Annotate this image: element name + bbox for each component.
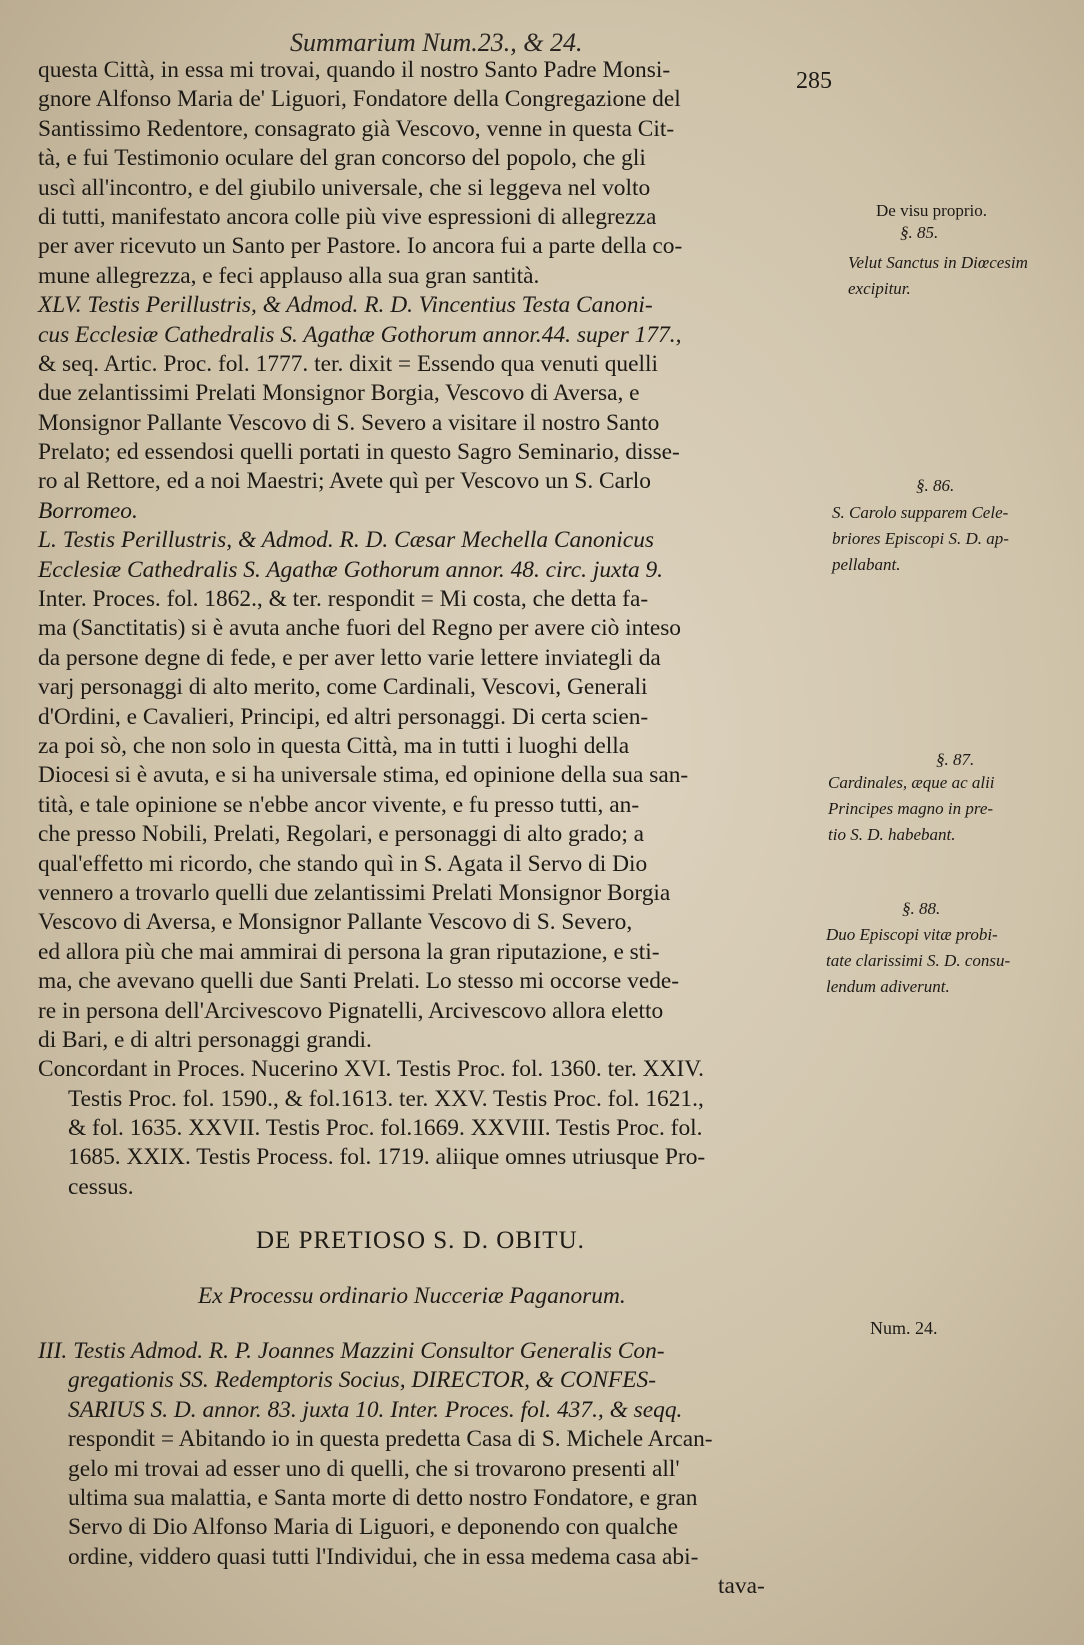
- margin-note-de-visu: De visu proprio.: [876, 201, 987, 220]
- text-line: per aver ricevuto un Santo per Pastore. Io ancora fui a parte della co-: [38, 233, 683, 260]
- text-line: za poi sò, che non solo in questa Città, ma in tutti i luoghi della: [38, 732, 630, 759]
- text-line: varj personaggi di alto merito, come Cardinali, Vescovi, Generali: [38, 674, 648, 701]
- text-line: questa Città, in essa mi trovai, quando il nostro Santo Padre Monsi-: [38, 57, 671, 83]
- text-line: tà, e fui Testimonio oculare del gran concorso del popolo, che gli: [38, 145, 646, 172]
- text-line: di tutti, manifestato ancora colle più vive espressioni di allegrezza: [38, 203, 657, 230]
- text-line: uscì all'incontro, e del giubilo universale, che si leggeva nel volto: [38, 174, 651, 201]
- testimony-iii-line: III. Testis Admod. R. P. Joannes Mazzini Consultor Generalis Con-: [38, 1338, 665, 1365]
- text-line: SARIUS S. D. annor. 83. juxta 10. Inter. Proces. fol. 437., & seqq.: [68, 1396, 683, 1423]
- text-line: ordine, viddero quasi tutti l'Individui, che in essa medema casa abi-: [68, 1543, 699, 1570]
- text-line: Santissimo Redentore, consagrato già Vescovo, venne in questa Cit-: [38, 115, 675, 142]
- margin-note-duo-episcopi: [826, 922, 1036, 1000]
- running-title: Summarium Num.23., & 24.: [290, 28, 583, 57]
- text-line: di Bari, e di altri personaggi grandi.: [38, 1026, 372, 1053]
- page-number: 285: [796, 68, 832, 94]
- text-line: Prelato; ed essendosi quelli portati in questo Sagro Seminario, disse-: [38, 439, 680, 466]
- margin-note-carolo: [832, 500, 1052, 578]
- text-line: Vescovo di Aversa, e Monsignor Pallante Vescovo di S. Severo,: [38, 909, 633, 936]
- margin-note-line: Cardinales, æque ac alii: [828, 773, 995, 792]
- text-line: qual'effetto mi ricordo, che stando quì in S. Agata il Servo di Dio: [38, 850, 648, 877]
- text-line: 1685. XXIX. Testis Process. fol. 1719. aliique omnes utriusque Pro-: [68, 1144, 706, 1171]
- margin-note-cardinales: [828, 770, 1038, 848]
- margin-note-line: Velut Sanctus in Diœcesim: [848, 253, 1028, 272]
- text-line: Borromeo.: [38, 497, 138, 524]
- text-line: due zelantissimi Prelati Monsignor Borgia, Vescovo di Aversa, e: [38, 380, 640, 407]
- text-line: cus Ecclesiæ Cathedralis S. Agathæ Gothorum annor.44. super 177.,: [38, 321, 682, 348]
- testimony-l-line: L. Testis Perillustris, & Admod. R. D. Cæsar Mechella Canonicus: [38, 527, 654, 554]
- text-line: cessus.: [68, 1173, 134, 1200]
- section-heading: DE PRETIOSO S. D. OBITU.: [256, 1227, 585, 1255]
- text-line: Servo di Dio Alfonso Maria di Liguori, e deponendo con qualche: [68, 1514, 678, 1541]
- text-line: gnore Alfonso Maria de' Liguori, Fondatore della Congregazione del: [38, 86, 681, 113]
- text-line: vennero a trovarlo quelli due zelantissimi Prelati Monsignor Borgia: [38, 879, 671, 906]
- margin-note-velut: [848, 250, 1058, 302]
- text-line: re in persona dell'Arcivescovo Pignatelli, Arcivescovo allora eletto: [38, 997, 664, 1024]
- text-line: ma, che avevano quelli due Santi Prelati. Lo stesso mi occorse vede-: [38, 968, 680, 995]
- margin-section-88: §. 88.: [902, 899, 941, 918]
- testimony-xlv-line: XLV. Testis Perillustris, & Admod. R. D. Vincentius Testa Canoni-: [38, 292, 653, 319]
- main-text-column: [38, 56, 838, 1602]
- text-line: tità, e tale opinione se n'ebbe ancor vivente, e fu presso tutti, an-: [38, 791, 640, 818]
- text-line: & seq. Artic. Proc. fol. 1777. ter. dixit = Essendo qua venuti quelli: [38, 350, 658, 377]
- text-line: Monsignor Pallante Vescovo di S. Severo a visitare il nostro Santo: [38, 409, 660, 436]
- text-line: che presso Nobili, Prelati, Regolari, e personaggi di alto grado; a: [38, 821, 645, 848]
- margin-note-line: Duo Episcopi vitæ probi-: [826, 925, 998, 944]
- text-line: mune allegrezza, e feci applauso alla sua gran santità.: [38, 262, 540, 289]
- margin-note-line: tio S. D. habebant.: [828, 825, 956, 844]
- section-subheading: Ex Processu ordinario Nucceriæ Paganorum.: [198, 1282, 626, 1309]
- margin-note-line: lendum adiverunt.: [826, 977, 950, 996]
- margin-section-86: §. 86.: [916, 476, 955, 495]
- text-line: ultima sua malattia, e Santa morte di detto nostro Fondatore, e gran: [68, 1484, 698, 1511]
- text-line: Testis Proc. fol. 1590., & fol.1613. ter. XXV. Testis Proc. fol. 1621.,: [68, 1085, 704, 1112]
- margin-note-line: tate clarissimi S. D. consu-: [826, 951, 1011, 970]
- text-line: Diocesi si è avuta, e si ha universale stima, ed opinione della sua san-: [38, 762, 689, 789]
- concordant-line: Concordant in Proces. Nucerino XVI. Testis Proc. fol. 1360. ter. XXIV.: [38, 1056, 704, 1083]
- text-line: & fol. 1635. XXVII. Testis Proc. fol.1669. XXVIII. Testis Proc. fol.: [68, 1115, 703, 1142]
- margin-number-24: Num. 24.: [870, 1318, 938, 1338]
- catchword: tava-: [718, 1573, 765, 1600]
- text-line: ma (Sanctitatis) si è avuta anche fuori del Regno per avere ciò inteso: [38, 615, 682, 642]
- text-line: Ecclesiæ Cathedralis S. Agathæ Gothorum annor. 48. circ. juxta 9.: [38, 556, 664, 583]
- text-line: ro al Rettore, ed a noi Maestri; Avete quì per Vescovo un S. Carlo: [38, 468, 651, 495]
- margin-section-85: §. 85.: [900, 223, 939, 242]
- margin-section-87: §. 87.: [936, 750, 975, 769]
- margin-note-line: S. Carolo supparem Cele-: [832, 503, 1009, 522]
- margin-note-line: Principes magno in pre-: [828, 799, 994, 818]
- text-line: da persone degne di fede, e per aver letto varie lettere inviategli da: [38, 644, 661, 671]
- margin-note-line: pellabant.: [832, 555, 901, 574]
- text-line: gelo mi trovai ad esser uno di quelli, che si trovarono presenti all': [68, 1455, 680, 1482]
- margin-note-line: excipitur.: [848, 279, 911, 298]
- text-line: d'Ordini, e Cavalieri, Principi, ed altri personaggi. Di certa scien-: [38, 703, 649, 730]
- text-line: gregationis SS. Redemptoris Socius, DIRECTOR, & CONFES-: [68, 1367, 656, 1394]
- margin-note-line: briores Episcopi S. D. ap-: [832, 529, 1009, 548]
- text-line: Inter. Proces. fol. 1862., & ter. respondit = Mi costa, che detta fa-: [38, 586, 649, 613]
- text-line: ed allora più che mai ammirai di persona la gran riputazione, e sti-: [38, 938, 660, 965]
- text-line: respondit = Abitando io in questa predetta Casa di S. Michele Arcan-: [68, 1426, 713, 1453]
